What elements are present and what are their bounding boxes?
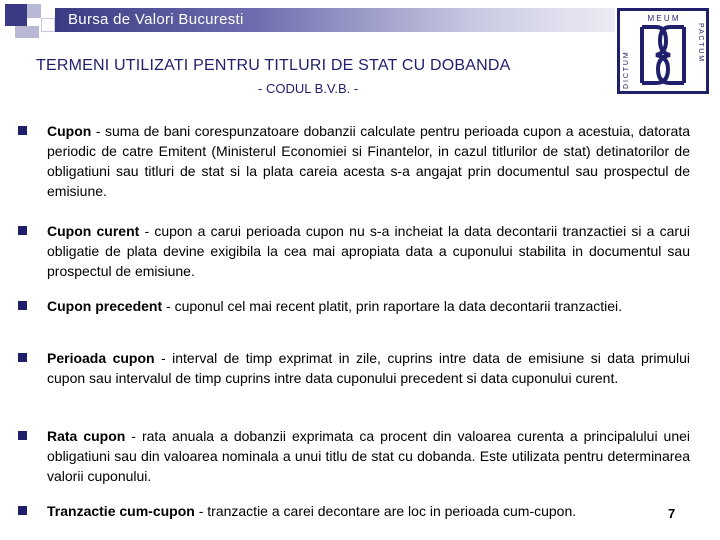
bullet-icon: [18, 353, 27, 362]
term-name: Rata cupon: [47, 428, 126, 444]
term-definition: cupon a carui perioada cupon nu s-a incheiat la data decontarii tranzactiei si a carui obligatie de plata devine exigibila la cea mai apropiata data a cuponului stabilita in documentul sau prospectul de emisiune.: [47, 223, 690, 279]
list-item: [47, 501, 662, 521]
slide-subtitle: - CODUL B.V.B. -: [258, 81, 359, 96]
term-definition: suma de bani corespunzatoare dobanzii calculate pentru perioada cupon a acestuia, datorata periodic de catre Emitent (Ministerul Economiei si Finantelor, in cazul titlurilor de stat) detinatorilor de obligatiuni sau titluri de stat si la plata careia acesta s-a angajat prin documentul sau prospectul de emisiune.: [47, 123, 690, 199]
bullet-icon: [18, 126, 27, 135]
list-item: [47, 348, 690, 388]
list-item: [47, 121, 690, 201]
term-definition: rata anuala a dobanzii exprimata ca procent din valoarea curenta a principalului unei obligatiuni sau din valoarea nominala a unui titlu de stat cu dobanda. Este utilizata pentru determinarea valorii cuponului.: [47, 428, 691, 484]
header-title: Bursa de Valori Bucuresti: [68, 11, 244, 28]
bullet-icon: [18, 301, 27, 310]
logo-left-text: D I C T U M: [623, 52, 630, 89]
list-item: [47, 296, 690, 316]
header-square-1: [5, 4, 27, 26]
header-square-5: [27, 26, 39, 38]
bullet-icon: [18, 431, 27, 440]
term-name: Cupon curent: [47, 223, 140, 239]
header-square-3: [15, 26, 27, 38]
term-separator: -: [154, 350, 173, 366]
bullet-icon: [18, 226, 27, 235]
header-square-2: [27, 4, 41, 18]
term-name: Tranzactie cum-cupon: [47, 503, 195, 519]
term-separator: -: [91, 123, 105, 139]
term-separator: -: [139, 223, 155, 239]
list-item: [47, 426, 690, 486]
term-definition: tranzactie a carei decontare are loc in perioada cum-cupon.: [207, 503, 577, 519]
header-square-4: [41, 18, 55, 32]
logo-right-text: P A C T U M: [697, 23, 704, 62]
page-number: 7: [668, 506, 676, 521]
term-definition: interval de timp exprimat in zile, cuprins intre data de emisiune si data primului cupon sau intervalul de timp cuprins intre data cuponului precedent si data cuponului curent.: [47, 350, 690, 386]
term-separator: -: [162, 298, 175, 314]
logo-top-text: M E U M: [647, 14, 679, 23]
term-separator: -: [125, 428, 142, 444]
slide-title: TERMENI UTILIZATI PENTRU TITLURI DE STAT CU DOBANDA: [36, 57, 511, 74]
term-definition: cuponul cel mai recent platit, prin raportare la data decontarii tranzactiei.: [174, 298, 623, 314]
term-name: Perioada cupon: [47, 350, 155, 366]
bullet-icon: [18, 506, 27, 515]
list-item: [47, 221, 690, 281]
term-name: Cupon precedent: [47, 298, 163, 314]
bvb-logo: [617, 8, 709, 94]
term-separator: -: [194, 503, 208, 519]
term-name: Cupon: [47, 123, 92, 139]
